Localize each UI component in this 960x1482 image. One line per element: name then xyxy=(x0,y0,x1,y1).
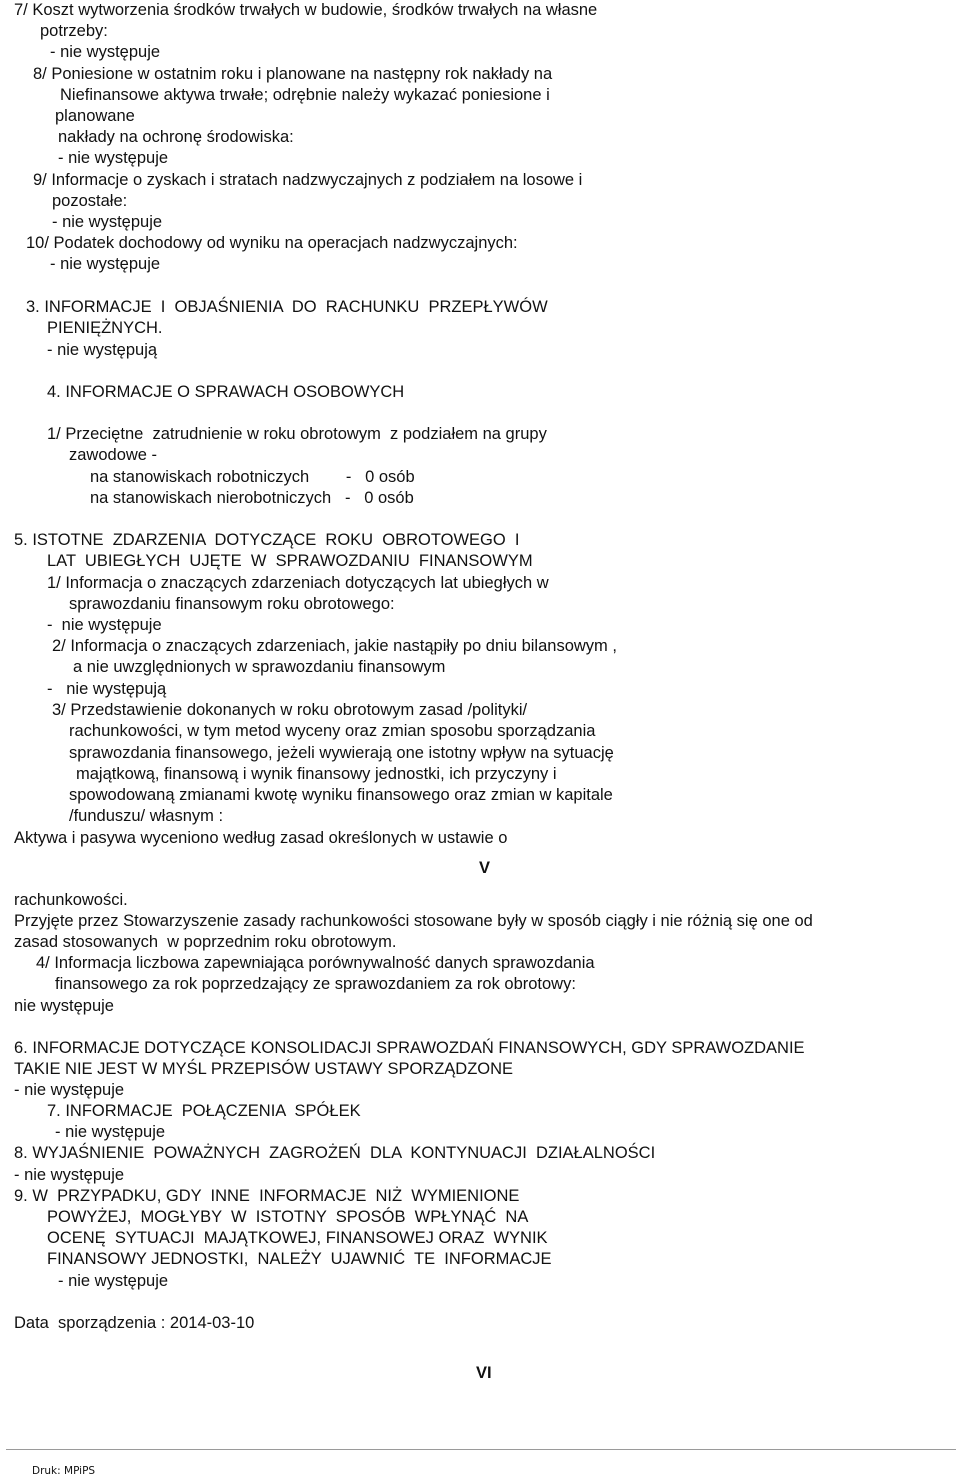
text-line: spowodowaną zmianami kwotę wyniku finansowego oraz zmian w kapitale xyxy=(69,786,613,804)
section-heading: PIENIĘŻNYCH. xyxy=(47,319,163,337)
text-line: sprawozdaniu finansowym roku obrotowego: xyxy=(69,595,395,613)
text-line: - nie występuje xyxy=(47,616,162,634)
text-line: finansowego za rok poprzedzający ze sprawozdaniem za rok obrotowy: xyxy=(55,975,576,993)
text-line: pozostałe: xyxy=(52,192,128,210)
text-line: - nie występuje xyxy=(52,213,163,231)
text-line: rachunkowości, w tym metod wyceny oraz zmian sposobu sporządzania xyxy=(69,722,596,740)
text-line: na stanowiskach nierobotniczych - 0 osób xyxy=(90,489,414,507)
section-heading: 8. WYJAŚNIENIE POWAŻNYCH ZAGROŻEŃ DLA KONTYNUACJI DZIAŁALNOŚCI xyxy=(14,1144,656,1162)
text-line: 1/ Informacja o znaczących zdarzeniach dotyczących lat ubiegłych w xyxy=(47,574,549,592)
text-line: 7/ Koszt wytworzenia środków trwałych w budowie, środków trwałych na własne xyxy=(14,1,598,19)
text-line: potrzeby: xyxy=(40,22,108,40)
text-line: nakłady na ochronę środowiska: xyxy=(58,128,294,146)
text-line: 4/ Informacja liczbowa zapewniająca porównywalność danych sprawozdania xyxy=(36,954,595,972)
preparation-date: Data sporządzenia : 2014-03-10 xyxy=(14,1314,255,1332)
section-heading: FINANSOWY JEDNOSTKI, NALEŻY UJAWNIĆ TE INFORMACJE xyxy=(47,1250,552,1268)
page-marker: V xyxy=(479,859,491,877)
text-line: - nie występuje xyxy=(14,1166,125,1184)
text-line: sprawozdania finansowego, jeżeli wywierają one istotny wpływ na sytuację xyxy=(69,744,614,762)
footer-divider xyxy=(6,1449,956,1450)
section-heading: POWYŻEJ, MOGŁYBY W ISTOTNY SPOSÓB WPŁYNĄĆ NA xyxy=(47,1208,529,1226)
section-heading: LAT UBIEGŁYCH UJĘTE W SPRAWOZDANIU FINANSOWYM xyxy=(47,552,533,570)
text-line: zasad stosowanych w poprzednim roku obrotowym. xyxy=(14,933,397,951)
text-line: - nie występują xyxy=(47,341,158,359)
text-line: Aktywa i pasywa wyceniono według zasad określonych w ustawie o xyxy=(14,829,508,847)
text-line: - nie występuje xyxy=(50,43,161,61)
text-line: - nie występuje xyxy=(14,1081,125,1099)
page-marker: VI xyxy=(476,1364,492,1382)
text-line: 8/ Poniesione w ostatnim roku i planowane na następny rok nakłady na xyxy=(33,65,553,83)
text-line: rachunkowości. xyxy=(14,891,128,909)
section-heading: OCENĘ SYTUACJI MAJĄTKOWEJ, FINANSOWEJ ORAZ WYNIK xyxy=(47,1229,548,1247)
text-line: nie występuje xyxy=(14,997,114,1015)
text-line: 10/ Podatek dochodowy od wyniku na operacjach nadzwyczajnych: xyxy=(26,234,518,252)
text-line: - nie występuje xyxy=(50,255,161,273)
section-heading: 9. W PRZYPADKU, GDY INNE INFORMACJE NIŻ WYMIENIONE xyxy=(14,1187,520,1205)
section-heading: 4. INFORMACJE O SPRAWACH OSOBOWYCH xyxy=(47,383,405,401)
text-line: 9/ Informacje o zyskach i stratach nadzwyczajnych z podziałem na losowe i xyxy=(33,171,583,189)
section-heading: 3. INFORMACJE I OBJAŚNIENIA DO RACHUNKU PRZEPŁYWÓW xyxy=(26,298,548,316)
text-line: - nie występuje xyxy=(55,1123,166,1141)
text-line: majątkową, finansową i wynik finansowy jednostki, ich przyczyny i xyxy=(76,765,557,783)
text-line: /funduszu/ własnym : xyxy=(69,807,224,825)
text-line: planowane xyxy=(55,107,135,125)
text-line: zawodowe - xyxy=(69,446,158,464)
section-heading: 5. ISTOTNE ZDARZENIA DOTYCZĄCE ROKU OBROTOWEGO I xyxy=(14,531,520,549)
text-line: 3/ Przedstawienie dokonanych w roku obrotowym zasad /polityki/ xyxy=(52,701,528,719)
text-line: - nie występuje xyxy=(58,1272,169,1290)
section-heading: 7. INFORMACJE POŁĄCZENIA SPÓŁEK xyxy=(47,1102,361,1120)
text-line: - nie występuje xyxy=(58,149,169,167)
text-line: 1/ Przeciętne zatrudnienie w roku obrotowym z podziałem na grupy xyxy=(47,425,547,443)
section-heading: 6. INFORMACJE DOTYCZĄCE KONSOLIDACJI SPRAWOZDAŃ FINANSOWYCH, GDY SPRAWOZDANIE xyxy=(14,1039,805,1057)
text-line: - nie występują xyxy=(47,680,167,698)
text-line: a nie uwzględnionych w sprawozdaniu finansowym xyxy=(73,658,446,676)
section-heading: TAKIE NIE JEST W MYŚL PRZEPISÓW USTAWY SPORZĄDZONE xyxy=(14,1060,514,1078)
text-line: Niefinansowe aktywa trwałe; odrębnie należy wykazać poniesione i xyxy=(60,86,550,104)
print-footer: Druk: MPiPS xyxy=(32,1465,96,1477)
text-line: Przyjęte przez Stowarzyszenie zasady rachunkowości stosowane były w sposób ciągły i nie różnią się one od xyxy=(14,912,813,930)
text-line: na stanowiskach robotniczych - 0 osób xyxy=(90,468,415,486)
text-line: 2/ Informacja o znaczących zdarzeniach, jakie nastąpiły po dniu bilansowym , xyxy=(52,637,617,655)
